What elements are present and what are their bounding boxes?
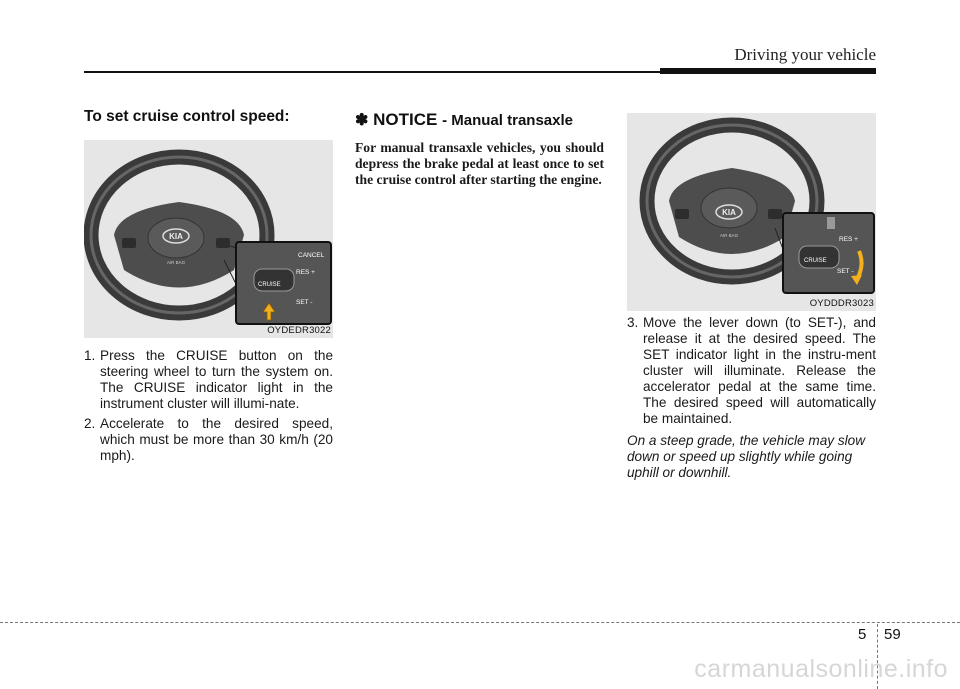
right-column [627,113,876,481]
cancel-label: CANCEL [298,252,325,259]
page-number: 59 [884,626,901,643]
footer-rule [0,622,960,623]
watermark: carmanualsonline.info [694,655,948,683]
figure-code: OYDDDR3023 [809,298,874,309]
airbag-label: AIR BAG [719,233,739,238]
cruise-button-label: CRUISE [804,258,827,264]
res-label: RES + [296,269,315,276]
middle-column [355,108,604,188]
step-item [627,315,876,427]
steering-wheel-figure-set [627,113,876,311]
set-label: SET - [837,268,854,275]
notice-star-icon: ✽ [355,112,369,129]
steps-list [627,315,876,427]
notice-title [355,110,604,130]
left-column [84,108,333,468]
notice-text: For manual transaxle vehicles, you should depress the brake pedal at least once to set the cruise control after starting the engine. [355,140,604,187]
steering-wheel-illustration [84,140,333,338]
steering-wheel-illustration [627,113,876,311]
page-header-title: Driving your vehicle [734,45,876,64]
kia-logo: KIA [722,208,736,217]
res-label: RES + [839,236,858,243]
section-heading: To set cruise control speed: [84,108,290,125]
step-item [84,416,333,464]
step-item [84,348,333,412]
step-number: 1. [84,348,96,363]
set-label: SET - [296,299,313,306]
figure-code: OYDEDR3022 [267,325,331,336]
step-text: Move the lever down (to SET-), and release it at the desired speed. The SET indicator light in the instru-ment cluster will illuminate. Release the accelerator pedal at the same time. The desired speed will automatically be maintained. [643,315,876,426]
step-text: Press the CRUISE button on the steering wheel to turn the system on. The CRUISE indicator light in the instrument cluster will illumi-nate. [100,348,333,411]
step-number: 2. [84,416,96,431]
chapter-number: 5 [858,626,867,643]
step-number: 3. [627,315,639,330]
notice-label: NOTICE [373,110,438,129]
cruise-button-label: CRUISE [258,282,281,288]
grade-note: On a steep grade, the vehicle may slow down or speed up slightly while going uphill or downhill. [627,433,866,480]
header-rule-accent [660,68,876,74]
step-text: Accelerate to the desired speed, which must be more than 30 km/h (20 mph). [100,416,333,463]
notice-subtitle: - Manual transaxle [442,112,573,129]
airbag-label: AIR BAG [166,260,186,265]
kia-logo: KIA [169,232,183,241]
steps-list [84,348,333,464]
steering-wheel-figure-cruise [84,140,333,338]
